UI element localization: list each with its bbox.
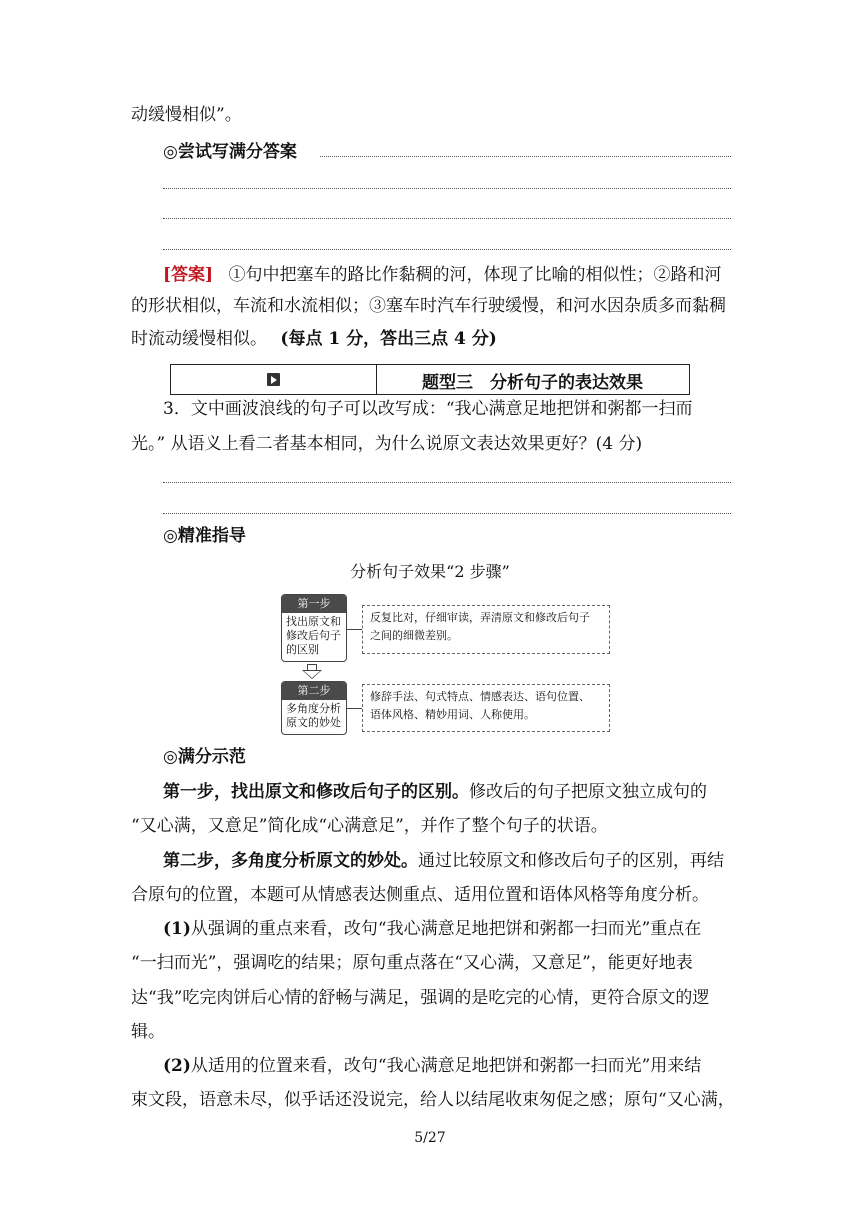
text-line: 动缓慢相似”。	[131, 105, 242, 125]
diagram-title: 分析句子效果“2 步骤”	[350, 562, 510, 581]
answer-text: ①句中把塞车的路比作黏稠的河，体现了比喻的相似性；②路和河	[228, 265, 722, 285]
step2-body-line: 原文的妙处	[286, 716, 341, 729]
step2-head: 第二步	[282, 682, 346, 700]
score-note: (每点 1 分，答出三点 4 分)	[280, 329, 497, 349]
step1-body-line: 找出原文和	[286, 615, 341, 628]
model-line	[163, 780, 763, 804]
section-heading-guide: ◎精准指导	[163, 526, 246, 546]
question-type-title: 题型三 分析句子的表达效果	[422, 373, 643, 393]
model-line	[163, 917, 763, 941]
step2-body-line: 多角度分析	[286, 702, 341, 715]
answer-blank-line	[163, 249, 731, 250]
step1-body	[282, 613, 346, 659]
step-label: 第一步，找出原文和修改后句子的区别。	[163, 782, 469, 802]
step1-desc-line: 之间的细微差别。	[370, 629, 458, 642]
model-line: 辑。	[131, 1022, 165, 1042]
step1-desc	[362, 605, 610, 654]
step1-desc-line: 反复比对，仔细审读，弄清原文和修改后句子	[370, 611, 590, 624]
answer-text: 时流动缓慢相似。	[131, 329, 267, 349]
model-text: 修改后的句子把原文独立成句的	[469, 782, 707, 802]
answer-blank-line	[163, 218, 731, 219]
down-arrow-head-inner	[304, 671, 320, 678]
step1-head: 第一步	[282, 595, 346, 613]
step1-body-line: 的区别	[286, 643, 319, 656]
answer-blank-line	[163, 482, 731, 483]
answer-line: 的形状相似，车流和水流相似；③塞车时汽车行驶缓慢，和河水因杂质多而黏稠	[131, 296, 726, 316]
divider	[376, 365, 377, 394]
model-line	[163, 849, 763, 873]
step2-body	[282, 700, 346, 732]
step2-box	[281, 681, 347, 735]
section-heading-try: ◎尝试写满分答案	[163, 142, 297, 162]
answer-label: [答案]	[163, 265, 214, 285]
section-heading-model: ◎满分示范	[163, 747, 246, 767]
model-line: 达“我”吃完肉饼后心情的舒畅与满足，强调的是吃完的心情，更符合原文的逻	[131, 988, 710, 1008]
step-label: 第二步，多角度分析原文的妙处。	[163, 851, 418, 871]
answer-blank-line	[320, 156, 731, 157]
play-icon[interactable]	[267, 373, 280, 386]
model-text: 从强调的重点来看，改句“我心满意足地把饼和粥都一扫而光”重点在	[190, 919, 702, 939]
item-number: (2)	[163, 1056, 191, 1076]
step2-desc-line: 修辞手法、句式特点、情感表达、语句位置、	[370, 690, 590, 703]
answer-line	[163, 263, 763, 287]
question-type-bar	[170, 364, 690, 395]
question-line: 光。” 从语义上看二者基本相同，为什么说原文表达效果更好？(4 分)	[131, 434, 643, 454]
step2-desc-line: 语体风格、精妙用词、人称使用。	[370, 708, 535, 721]
question-line: 3．文中画波浪线的句子可以改写成：“我心满意足地把饼和粥都一扫而	[163, 399, 693, 419]
connector-line	[347, 629, 362, 630]
model-line: 合原句的位置，本题可从情感表达侧重点、适用位置和语体风格等角度分析。	[131, 885, 709, 905]
step1-body-line: 修改后句子	[286, 629, 341, 642]
step1-box	[281, 594, 347, 662]
model-line: “又心满，又意足”简化成“心满意足”，并作了整个句子的状语。	[131, 816, 608, 836]
connector-line	[347, 708, 362, 709]
step2-desc	[362, 684, 610, 732]
model-text: 通过比较原文和修改后句子的区别，再结	[418, 851, 724, 871]
model-line: 束文段，语意未尽，似乎话还没说完，给人以结尾收束匆促之感；原句“又心满，	[131, 1090, 735, 1110]
page-number: 5/27	[414, 1130, 446, 1146]
answer-blank-line	[163, 513, 731, 514]
model-text: 从适用的位置来看，改句“我心满意足地把饼和粥都一扫而光”用来结	[190, 1056, 702, 1076]
model-line: “一扫而光”，强调吃的结果；原句重点落在“又心满，又意足”，能更好地表	[131, 953, 693, 973]
model-line	[163, 1054, 763, 1078]
answer-line	[131, 327, 731, 351]
item-number: (1)	[163, 919, 191, 939]
answer-blank-line	[163, 188, 731, 189]
